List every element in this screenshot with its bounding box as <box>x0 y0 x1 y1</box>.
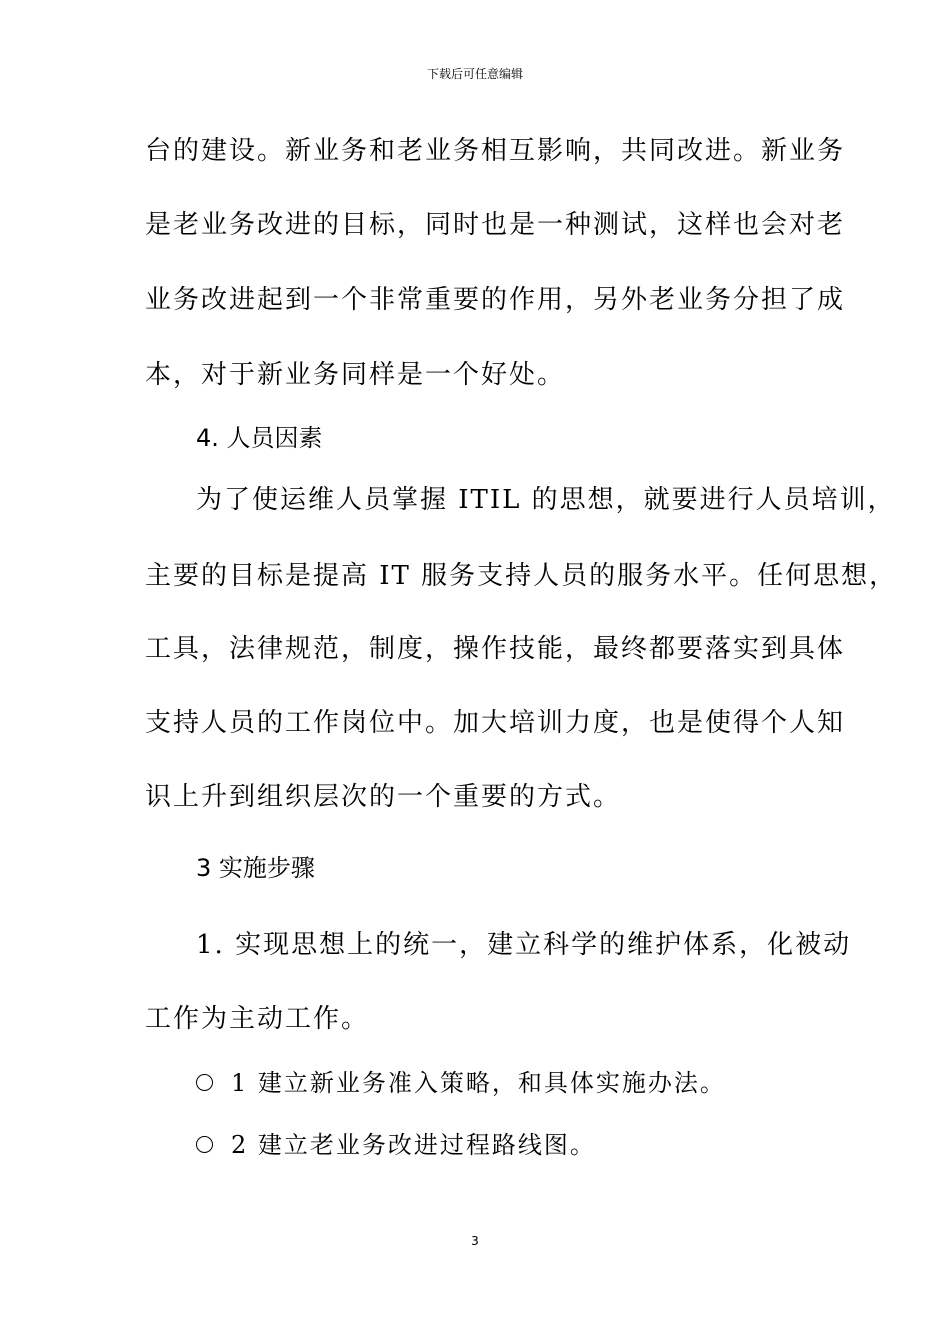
paragraph-line: 工作为主动工作。 <box>145 1004 370 1034</box>
page-header: 下载后可任意编辑 <box>426 67 523 81</box>
circle-bullet-icon <box>196 1074 213 1091</box>
paragraph-line: 本，对于新业务同样是一个好处。 <box>145 360 566 390</box>
paragraph-line: 台的建设。新业务和老业务相互影响，共同改进。新业务 <box>145 136 846 166</box>
paragraph-line: 工具，法律规范，制度，操作技能，最终都要落实到具体 <box>145 634 846 664</box>
paragraph-line: 业务改进起到一个非常重要的作用，另外老业务分担了成 <box>145 285 846 315</box>
paragraph-line: 识上升到组织层次的一个重要的方式。 <box>145 782 622 812</box>
paragraph-line: 是老业务改进的目标，同时也是一种测试，这样也会对老 <box>145 210 846 240</box>
list-item <box>196 1066 726 1100</box>
paragraph-line: 为了使运维人员掌握 ITIL 的思想，就要进行人员培训， <box>196 485 896 515</box>
section-heading: 3 实施步骤 <box>196 854 315 882</box>
list-item <box>196 1128 596 1162</box>
section-heading: 4. 人员因素 <box>196 424 323 452</box>
paragraph-line: 1. 实现思想上的统一，建立科学的维护体系，化被动 <box>196 930 852 960</box>
paragraph-line: 支持人员的工作岗位中。加大培训力度，也是使得个人知 <box>145 708 846 738</box>
paragraph-line: 主要的目标是提高 IT 服务支持人员的服务水平。任何思想， <box>145 561 898 591</box>
circle-bullet-icon <box>196 1136 213 1153</box>
page-number: 3 <box>471 1234 479 1248</box>
list-item-text: 2 建立老业务改进过程路线图。 <box>231 1131 596 1159</box>
list-item-text: 1 建立新业务准入策略，和具体实施办法。 <box>231 1069 726 1097</box>
